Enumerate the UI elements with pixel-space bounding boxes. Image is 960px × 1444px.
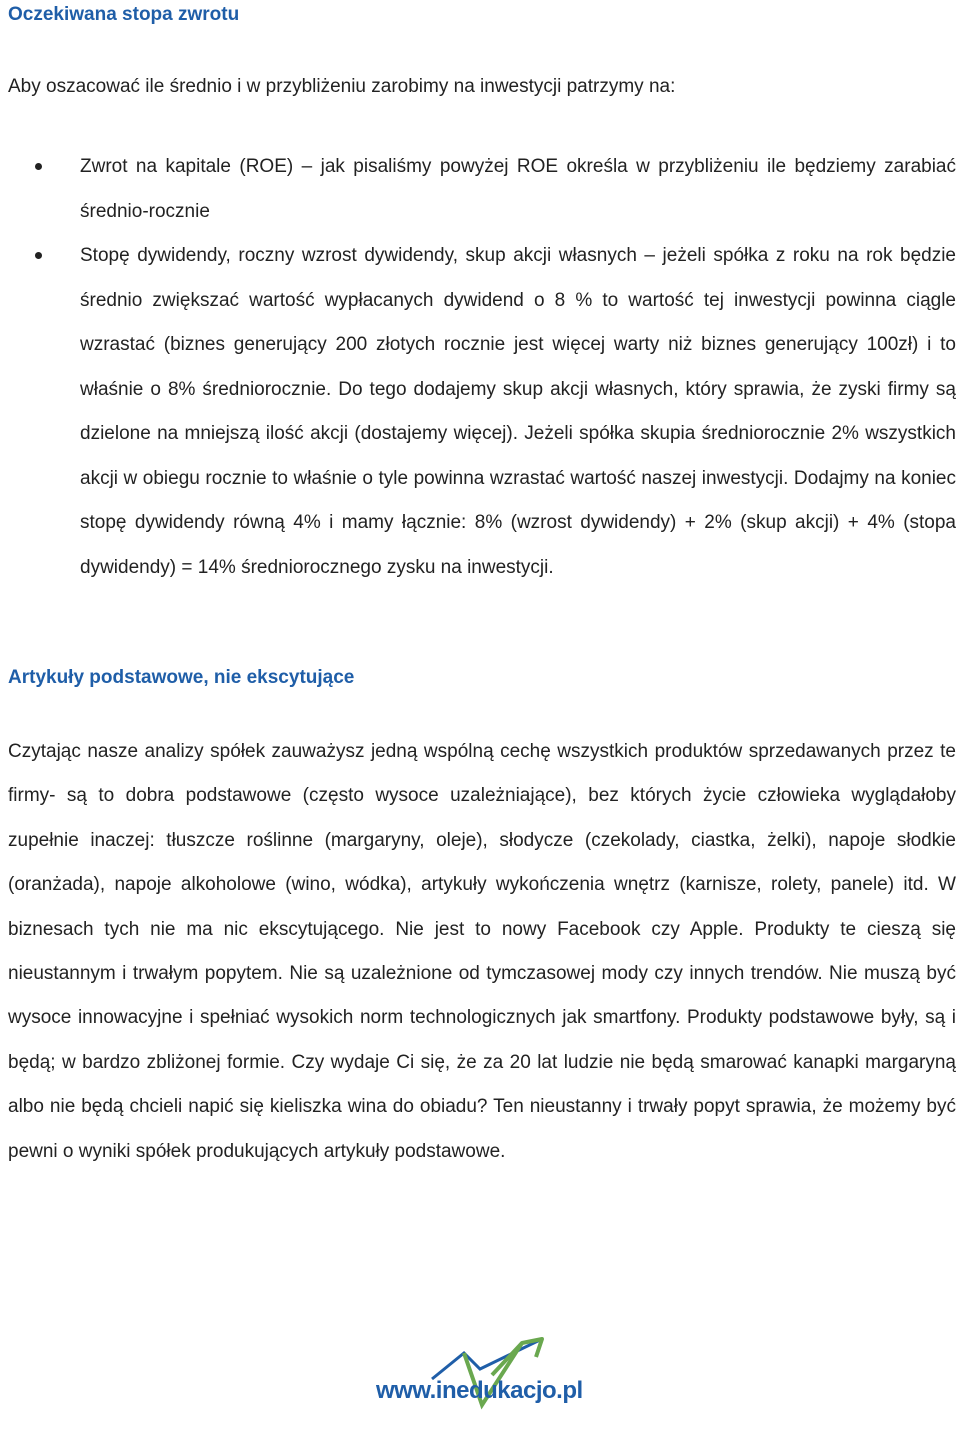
site-logo (372, 1335, 592, 1425)
body-paragraph: Czytając nasze analizy spółek zauważysz jedną wspólną cechę wszystkich produktów sprzedawanych przez te firmy- są to dobra podstawowe (często wysoce uzależniające), bez których życie człowieka wyglądałoby zupełnie inaczej: tłuszcze roślinne (margaryny, oleje), słodycze (czekolady, ciastka, żelki), napoje słodkie (oranżada), napoje alkoholowe (wino, wódka), artykuły wykończenia wnętrz (karnisze, rolety, panele) itd. W biznesach tych nie ma nic ekscytującego. Nie jest to nowy Facebook czy Apple. Produkty te cieszą się nieustannym i trwałym popytem. Nie są uzależnione od tymczasowej mody czy innych trendów. Nie muszą być wysoce innowacyjne i spełniać wysokich norm technologicznych jak smartfony. Produkty podstawowe były, są i będą; w bardzo zbliżonej formie. Czy wydaje Ci się, że za 20 lat ludzie nie będą smarować kanapki margaryną albo nie będą chcieli napić się kieliszka wina do obiadu? Ten nieustanny i trwały popyt sprawia, że możemy być pewni o wyniki spółek produkujących artykuły podstawowe. (8, 741, 956, 1162)
logo-text: www.inedukacjo.pl (376, 1377, 583, 1404)
list-item-text: Stopę dywidendy, roczny wzrost dywidendy, skup akcji własnych – jeżeli spółka z roku na rok będzie średnio zwiększać wartość wypłacanych dywidend o 8 % to wartość tej inwestycji powinna ciągle wzrastać (biznes generujący 200 złotych rocznie jest więcej warty niż biznes generujący 100zł) i to właśnie o 8% średniorocznie. Do tego dodajemy skup akcji własnych, który sprawia, że zyski firmy są dzielone na mniejszą ilość akcji (dostajemy więcej). Jeżeli spółka skupia średniorocznie 2% wszystkich akcji w obiegu rocznie to właśnie o tyle powinna wzrastać wartość naszej inwestycji. Dodajmy na koniec stopę dywidendy równą 4% i mamy łącznie: 8% (wzrost dywidendy) + 2% (skup akcji) + 4% (stopa dywidendy) = 14% średniorocznego zysku na inwestycji. (80, 245, 956, 578)
bullet-icon (35, 252, 42, 259)
list-item (8, 234, 956, 590)
section-heading-basic-goods: Artykuły podstawowe, nie ekscytujące (8, 667, 355, 688)
section-heading-expected-return: Oczekiwana stopa zwrotu (8, 4, 240, 25)
intro-paragraph: Aby oszacować ile średnio i w przybliżeniu zarobimy na inwestycji patrzymy na: (8, 76, 676, 97)
list-item (8, 145, 956, 234)
bullet-icon (35, 163, 42, 170)
list-item-text: Zwrot na kapitale (ROE) – jak pisaliśmy powyżej ROE określa w przybliżeniu ile będziemy zarabiać średnio-rocznie (80, 156, 956, 222)
bullet-list (8, 145, 956, 590)
